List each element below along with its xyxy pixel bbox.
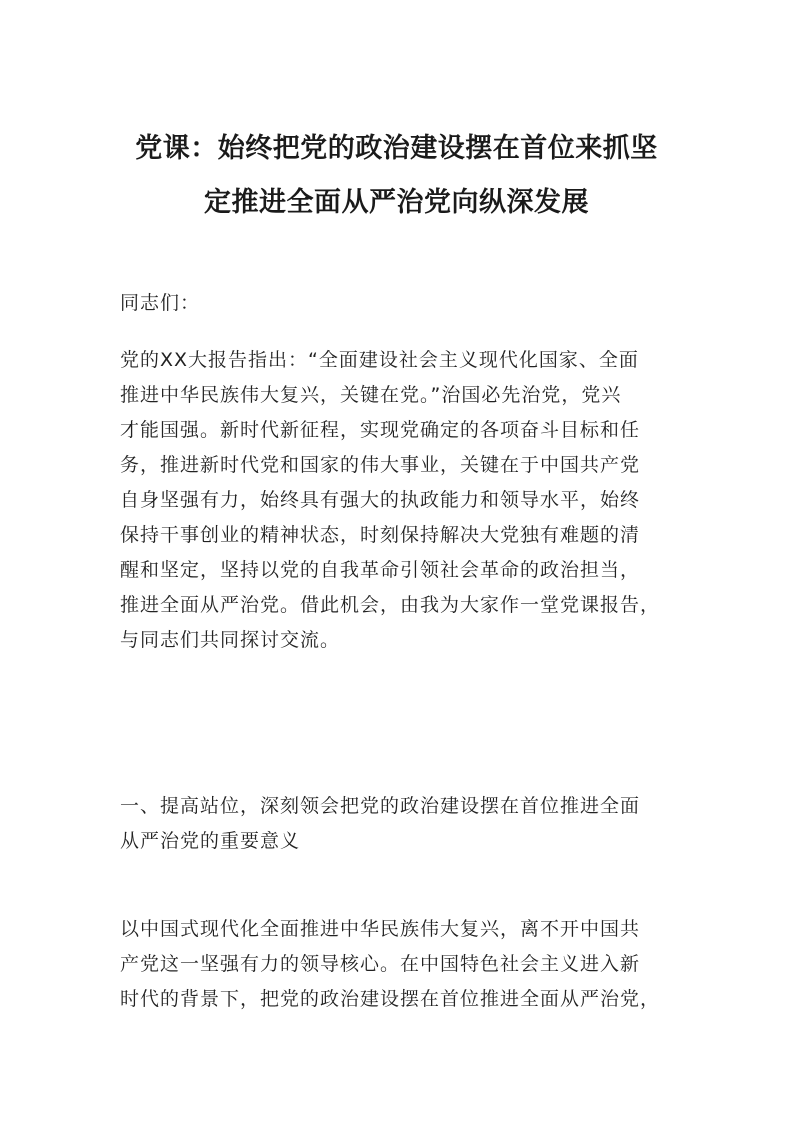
paragraph-line: 推进中华民族伟大复兴，关键在党。”治国必先治党，党兴 [120, 384, 622, 406]
paragraph-section-1 [120, 912, 680, 1017]
paragraph-line: 自身坚强有力，始终具有强大的执政能力和领导水平，始终 [120, 489, 641, 511]
paragraph-line: 务，推进新时代党和国家的伟大事业，关键在于中国共产党 [120, 454, 641, 476]
greeting-text: 同志们： [120, 292, 201, 314]
paragraph-line: 时代的背景下，把党的政治建设摆在首位推进全面从严治党， [120, 988, 661, 1010]
title-line: 定推进全面从严治党向纵深发展 [204, 187, 589, 218]
greeting [120, 286, 680, 321]
heading-line: 从严治党的重要意义 [120, 830, 301, 852]
paragraph-line: 党的XX大报告指出：“全面建设社会主义现代化国家、全面 [120, 349, 639, 371]
paragraph-line: 才能国强。新时代新征程，实现党确定的各项奋斗目标和任 [120, 419, 641, 441]
paragraph-intro [120, 343, 680, 658]
paragraph-line: 以中国式现代化全面推进中华民族伟大复兴，离不开中国共 [120, 918, 641, 940]
title-line: 党课：始终把党的政治建设摆在首位来抓坚 [135, 133, 658, 164]
paragraph-line: 产党这一坚强有力的领导核心。在中国特色社会主义进入新 [120, 953, 641, 975]
paragraph-line: 推进全面从严治党。借此机会，由我为大家作一堂党课报告， [120, 594, 661, 616]
heading-line: 一、提高站位，深刻领会把党的政治建设摆在首位推进全面 [120, 795, 641, 817]
paragraph-line: 醒和坚定，坚持以党的自我革命引领社会革命的政治担当， [120, 559, 641, 581]
section-heading-1 [120, 789, 680, 859]
document-title [100, 122, 693, 230]
paragraph-line: 与同志们共同探讨交流。 [120, 629, 341, 651]
paragraph-line: 保持干事创业的精神状态，时刻保持解决大党独有难题的清 [120, 524, 641, 546]
